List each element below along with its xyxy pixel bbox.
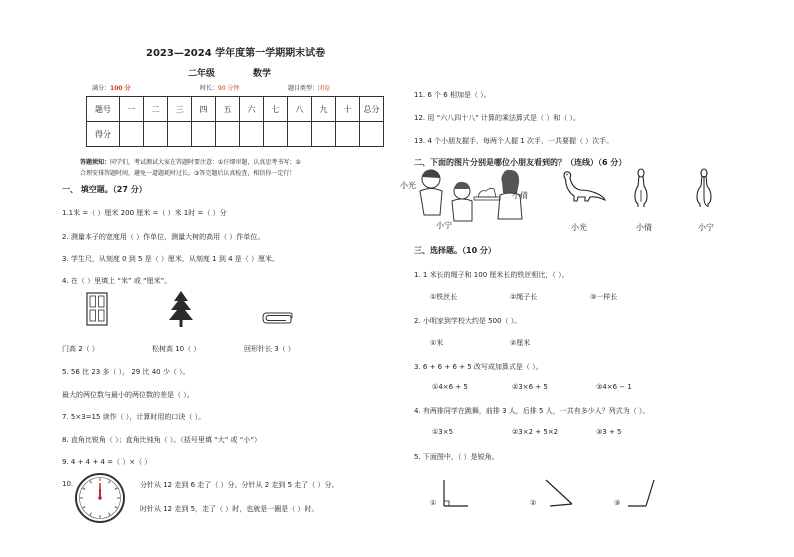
notice-text-2: 合理安排答题时间，避免一道题耗时过长。③答完题后认真检查，相信你一定行！ [80, 170, 296, 177]
score-table-cell: 七 [264, 97, 288, 122]
score-table-header-row [87, 97, 384, 122]
exam-type-value: 闭卷 [318, 85, 331, 92]
full-score-value: 100 分 [110, 85, 131, 92]
question-8: 8. 直角比锐角（ ）；直角比钝角（ ）。（括号里填 “大” 或 “小”） [62, 436, 262, 444]
question-2: 2. 测量本子的宽度用（ ）作单位，测量大树的高用（ ）作单位。 [62, 233, 265, 241]
score-table-cell: 十 [336, 97, 360, 122]
pine-tree-icon [168, 290, 194, 328]
scene-label-xiaoguang: 小光 [400, 181, 416, 190]
exam-type [288, 83, 330, 92]
clock-icon [74, 472, 126, 524]
full-score-label: 满分： [92, 85, 111, 92]
section-2-title: 二、下面的图片分别是哪位小朋友看到的？（连线）（6 分） [414, 158, 627, 167]
choice-1-option-3[interactable]: ③一样长 [590, 293, 618, 301]
score-table-cell: 三 [168, 97, 192, 122]
question-4a: 门高 2（ ） [62, 345, 99, 353]
choice-4-option-2[interactable]: ②3×2 + 5×2 [512, 428, 559, 436]
choice-4-option-1[interactable]: ①3×5 [432, 428, 454, 436]
question-3: 3. 学生尺，从刻度 0 到 5 是（ ）厘米，从刻度 1 到 4 是（ ）厘米。 [62, 255, 279, 263]
question-4c: 回形针长 3（ ） [244, 345, 295, 353]
choice-1-option-1[interactable]: ①铁丝长 [430, 293, 458, 301]
scene-label-xiaoqian: 小倩 [512, 191, 528, 200]
question-9: 9. 4 + 4 + 4 =（ ）×（ ） [62, 458, 152, 466]
choice-question-5: 5. 下面图中，（ ）是锐角。 [414, 453, 499, 461]
question-12: 12. 用 “六八四十八” 计算的乘法算式是（ ）和（ ）。 [414, 114, 581, 122]
score-table-cell: 六 [240, 97, 264, 122]
question-1: 1.1米 =（ ）厘米 200 厘米 =（ ）米 1时 =（ ）分 [62, 209, 227, 217]
question-4b: 松树高 10（ ） [152, 345, 201, 353]
question-6: 最大的两位数与最小的两位数的差是（ ）。 [62, 391, 194, 399]
score-table-cell: 五 [216, 97, 240, 122]
choice-question-2: 2. 小明家到学校大约是 500（ ）。 [414, 317, 522, 325]
question-5: 5. 56 比 23 多（ ）， 29 比 40 少（ ）。 [62, 368, 190, 376]
question-7: 7. 5×3=15 读作（ ），计算时用的口诀（ ）。 [62, 413, 206, 421]
score-table-score-row [87, 122, 384, 147]
choice-5-option-1[interactable]: ① [430, 499, 437, 507]
score-table-cell: 八 [288, 97, 312, 122]
view-label-xiaoning: 小宁 [698, 223, 714, 232]
exam-type-label: 题目类型： [288, 85, 319, 92]
dinosaur-side-view-icon [558, 170, 606, 202]
score-input-cell[interactable] [216, 122, 240, 147]
time-value: 90 分钟 [218, 85, 240, 92]
score-input-cell[interactable] [312, 122, 336, 147]
dinosaur-front-view-icon [632, 168, 650, 208]
choice-1-option-2[interactable]: ②绳子长 [510, 293, 538, 301]
view-label-xiaoqian: 小倩 [636, 223, 652, 232]
full-score [92, 83, 131, 92]
door-icon [86, 292, 108, 326]
score-input-cell[interactable] [192, 122, 216, 147]
score-table-cell: 题号 [87, 97, 120, 122]
score-input-cell[interactable] [168, 122, 192, 147]
grade-label: 二年级 [188, 69, 216, 79]
score-input-cell[interactable] [120, 122, 144, 147]
score-table-cell: 得分 [87, 122, 120, 147]
score-table [86, 96, 384, 147]
question-13: 13. 4 个小朋友握手，每两个人握 1 次手，一共要握（ ）次手。 [414, 137, 614, 145]
score-input-cell[interactable] [336, 122, 360, 147]
choice-3-option-3[interactable]: ③4×6 − 1 [596, 383, 632, 391]
choice-4-option-3[interactable]: ③3 + 5 [596, 428, 622, 436]
score-input-cell[interactable] [240, 122, 264, 147]
score-table-cell: 九 [312, 97, 336, 122]
right-angle-figure [442, 478, 470, 508]
notice-text-1: 同学们，考试测试大家在答题时要注意：①仔细审题，认真思考书写；② [110, 159, 301, 166]
notice-label: 答题须知： [80, 159, 111, 166]
choice-question-3: 3. 6 + 6 + 6 + 5 改写成加算式是（ ）。 [414, 363, 543, 371]
section-1-title: 一、 填空题。（27 分） [62, 185, 147, 194]
view-label-xiaoguang: 小光 [571, 223, 587, 232]
score-input-cell[interactable] [144, 122, 168, 147]
choice-5-option-3[interactable]: ③ [614, 499, 621, 507]
score-input-cell[interactable] [264, 122, 288, 147]
score-input-cell[interactable] [360, 122, 384, 147]
choice-2-option-2[interactable]: ②厘米 [510, 339, 531, 347]
question-11: 11. 6 个 6 相加是（ ）。 [414, 91, 491, 99]
page-title: 2023—2024 学年度第一学期期末试卷 [146, 48, 326, 59]
score-table-cell: 一 [120, 97, 144, 122]
scene-label-xiaoning: 小宁 [436, 221, 452, 230]
choice-5-option-2[interactable]: ② [530, 499, 537, 507]
children-scene-illustration [414, 167, 524, 225]
choice-question-1: 1. 1 米长的绳子和 100 厘米长的铁丝相比，（ ）。 [414, 271, 569, 279]
acute-angle-figure [544, 478, 574, 508]
dinosaur-back-view-icon [694, 168, 714, 208]
time-limit [200, 83, 240, 92]
obtuse-angle-figure [626, 478, 656, 508]
notice-line-1 [80, 157, 301, 166]
time-label: 时长： [200, 85, 219, 92]
subject-label: 数学 [253, 69, 272, 79]
section-3-title: 三、选择题。（10 分） [414, 246, 496, 255]
choice-3-option-2[interactable]: ②3×6 + 5 [512, 383, 548, 391]
score-table-cell: 总分 [360, 97, 384, 122]
question-10b: 时针从 12 走到 5，走了（ ）时，也就是一圈是（ ）时。 [140, 505, 319, 513]
question-10a: 分针从 12 走到 6 走了（ ）分。分针从 2 走到 5 走了（ ）分。 [140, 481, 339, 489]
question-4: 4. 在（ ）里填上 “米” 或 “厘米”。 [62, 277, 172, 285]
score-table-cell: 四 [192, 97, 216, 122]
paper-clip-icon [262, 312, 296, 324]
score-input-cell[interactable] [288, 122, 312, 147]
score-table-cell: 二 [144, 97, 168, 122]
choice-question-4: 4. 有两排同学在跳舞，前排 3 人，后排 5 人，一共有多少人？列式为（ ）。 [414, 407, 650, 415]
choice-2-option-1[interactable]: ①米 [430, 339, 444, 347]
question-10-number: 10. [62, 480, 74, 488]
choice-3-option-1[interactable]: ①4×6 + 5 [432, 383, 468, 391]
